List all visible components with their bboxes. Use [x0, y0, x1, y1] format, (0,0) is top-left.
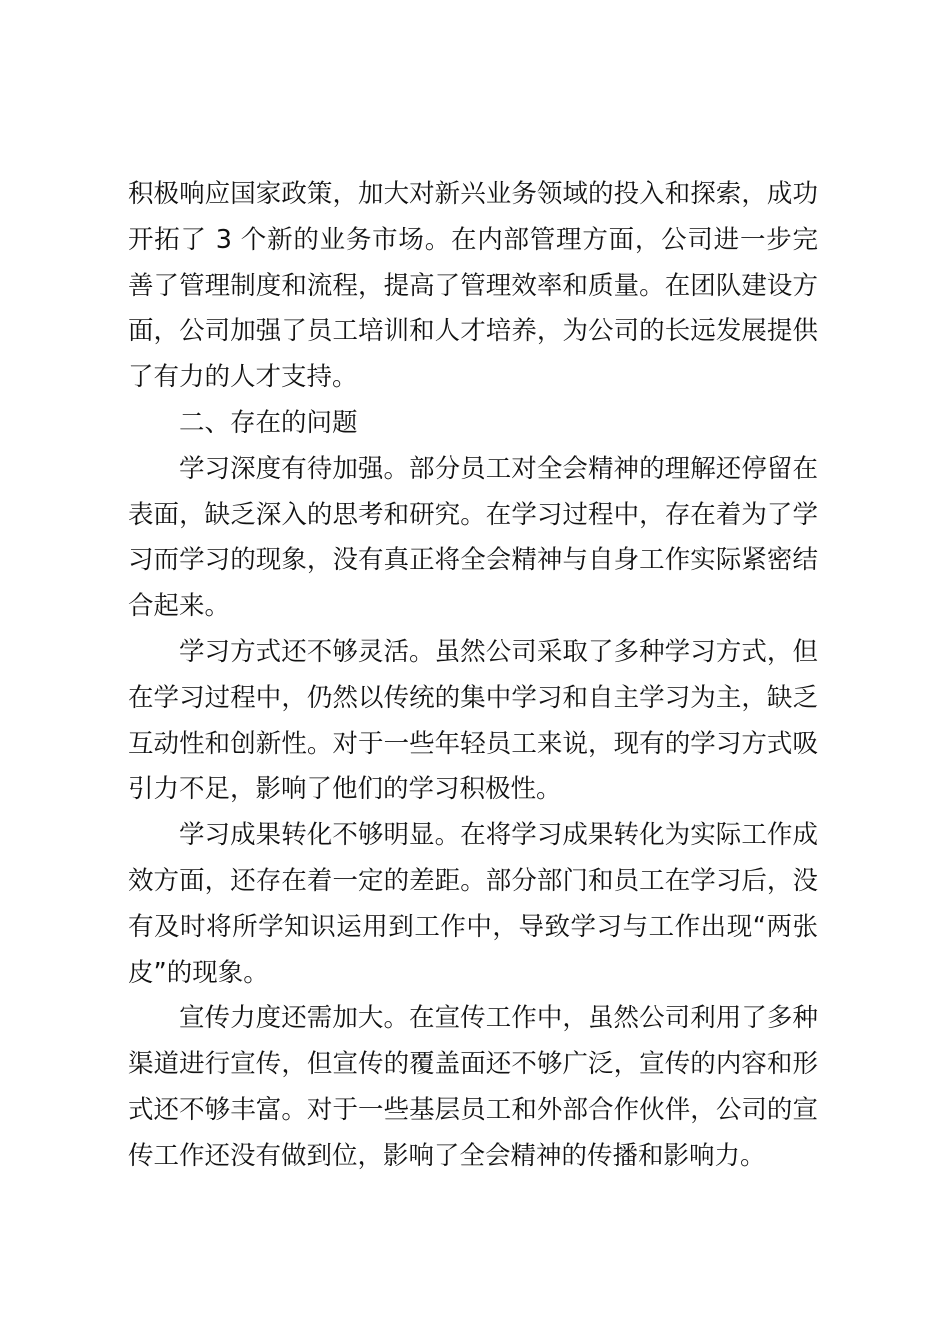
section-heading: 二、存在的问题	[179, 407, 358, 438]
paragraph-learning-method: 学习方式还不够灵活。虽然公司采取了多种学习方式，但在学习过程中，仍然以传统的集中学习和自主学习为主，缺乏互动性和创新性。对于一些年轻员工来说，现有的学习方式吸引力不足，影响了他们的学习积极性。	[128, 636, 818, 805]
paragraph-learning-depth: 学习深度有待加强。部分员工对全会精神的理解还停留在表面，缺乏深入的思考和研究。在学习过程中，存在着为了学习而学习的现象，没有真正将全会精神与自身工作实际紧密结合起来。	[128, 453, 818, 622]
intro-paragraph: 积极响应国家政策，加大对新兴业务领域的投入和探索，成功开拓了 3 个新的业务市场。在内部管理方面，公司进一步完善了管理制度和流程，提高了管理效率和质量。在团队建设方面，公司加强了员工培训和人才培养，为公司的长远发展提供了有力的人才支持。	[128, 179, 818, 393]
paragraph-publicity: 宣传力度还需加大。在宣传工作中，虽然公司利用了多种渠道进行宣传，但宣传的覆盖面还不够广泛，宣传的内容和形式还不够丰富。对于一些基层员工和外部合作伙伴，公司的宣传工作还没有做到位，影响了全会精神的传播和影响力。	[128, 1003, 818, 1171]
paragraph-learning-outcome: 学习成果转化不够明显。在将学习成果转化为实际工作成效方面，还存在着一定的差距。部分部门和员工在学习后，没有及时将所学知识运用到工作中，导致学习与工作出现“两张皮”的现象。	[128, 820, 818, 988]
document-body	[128, 172, 818, 1180]
